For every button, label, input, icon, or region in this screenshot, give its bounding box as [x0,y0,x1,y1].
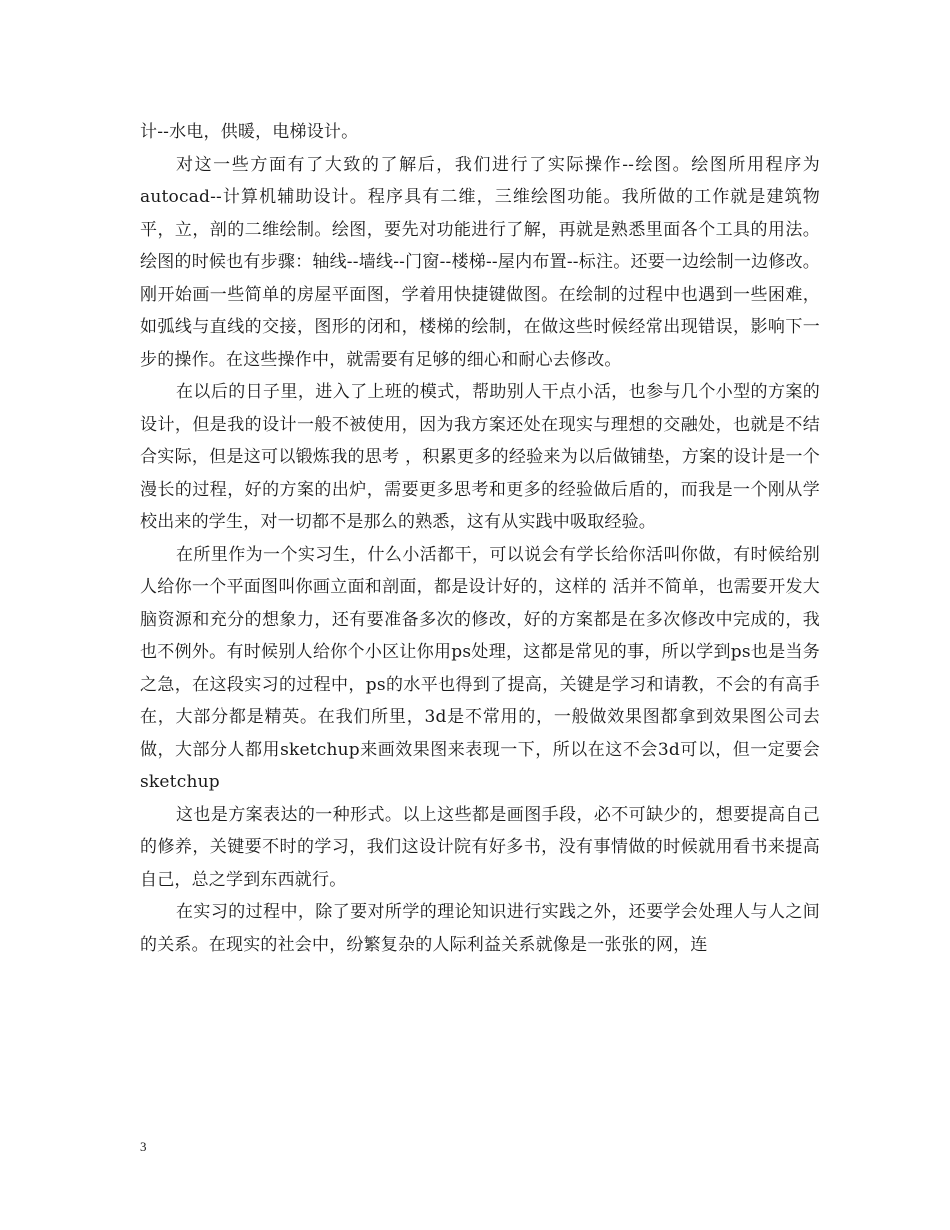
paragraph-intern-tasks: 在所里作为一个实习生，什么小活都干，可以说会有学长给你活叫你做，有时候给别人给你一个平面图叫你画立面和剖面，都是设计好的，这样的 活并不简单，也需要开发大脑资源和充分的想象力，还有要准备多次的修改，好的方案都是在多次修改中完成的，我也不例外。有时候别人给你个小区让你用ps处理，这都是常见的事，所以学到ps也是当务之急，在这段实习的过程中，ps的水平也得到了提高，关键是学习和请教，不会的有高手在，大部分都是精英。在我们所里，3d是不常用的，一般做效果图都拿到效果图公司去做，大部分人都用sketchup来画效果图来表现一下，所以在这不会3d可以，但一定要会sketchup [140,544,820,792]
paragraph-drawing-practice: 对这一些方面有了大致的了解后，我们进行了实际操作--绘图。绘图所用程序为autocad--计算机辅助设计。程序具有二维，三维绘图功能。我所做的工作就是建筑物平，立，剖的二维绘制。绘图，要先对功能进行了解，再就是熟悉里面各个工具的用法。绘图的时候也有步骤：轴线--墙线--门窗--楼梯--屋内布置--标注。还要一边绘制一边修改。刚开始画一些简单的房屋平面图，学着用快捷键做图。在绘制的过程中也遇到一些困难，如弧线与直线的交接，图形的闭和，楼梯的绘制，在做这些时候经常出现错误，影响下一步的操作。在这些操作中，就需要有足够的细心和耐心去修改。 [140,154,820,370]
paragraph-work-mode: 在以后的日子里，进入了上班的模式，帮助别人干点小活，也参与几个小型的方案的设计，但是我的设计一般不被使用，因为我方案还处在现实与理想的交融处，也就是不结合实际，但是这可以锻炼我的思考 ，积累更多的经验来为以后做铺垫，方案的设计是一个漫长的过程，好的方案的出炉，需要更多思考和更多的经验做后盾的，而我是一个刚从学校出来的学生，对一切都不是那么的熟悉，这有从实践中吸取经验。 [140,382,820,532]
page-number: 3 [140,1139,147,1154]
paragraph-expression-form: 这也是方案表达的一种形式。以上这些都是画图手段，必不可缺少的，想要提高自己的修养，关键要不时的学习，我们这设计院有好多书，没有事情做的时候就用看书来提高自己，总之学到东西就行。 [140,804,820,890]
paragraph-continuation: 计--水电，供暖，电梯设计。 [140,122,359,142]
body-text [140,116,820,961]
paragraph-relationships: 在实习的过程中，除了要对所学的理论知识进行实践之外，还要学会处理人与人之间的关系。在现实的社会中，纷繁复杂的人际利益关系就像是一张张的网，连 [140,902,820,955]
